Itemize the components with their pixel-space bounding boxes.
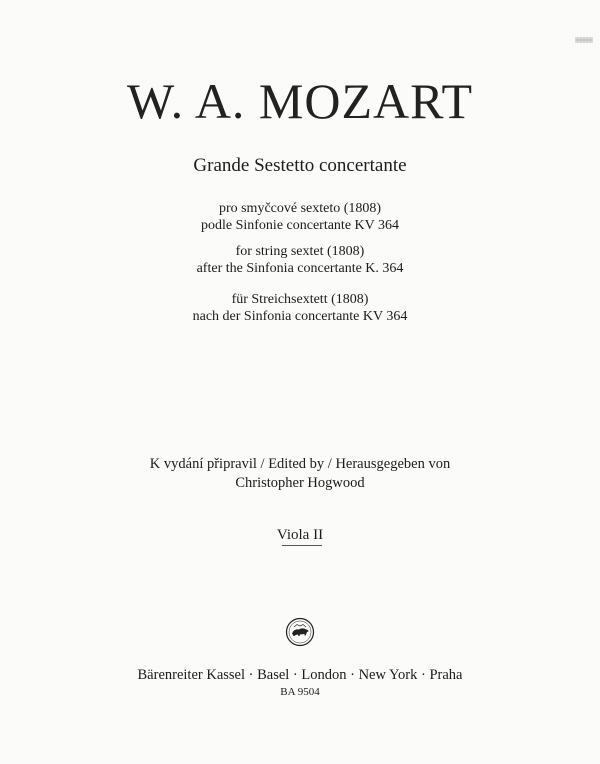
catalog-number: BA 9504	[280, 686, 320, 698]
publisher-line: Bärenreiter Kassel · Basel · London · New York · Praha	[137, 667, 463, 683]
page-corner-mark	[575, 37, 593, 43]
description-cs-line2: podle Sinfonie concertante KV 364	[200, 218, 400, 233]
part-name: Viola II	[276, 527, 324, 543]
description-cs-line1: pro smyčcové sexteto (1808)	[218, 201, 382, 216]
description-en-line1: for string sextet (1808)	[235, 244, 365, 259]
editor-label: K vydání připravil / Edited by / Herausgegeben von	[149, 456, 451, 472]
part-underline	[282, 545, 322, 546]
composer-name: W. A. MOZART	[126, 73, 474, 129]
description-en-line2: after the Sinfonia concertante K. 364	[196, 261, 404, 276]
description-de-line1: für Streichsextett (1808)	[231, 292, 369, 307]
baerenreiter-bear-logo-icon	[285, 617, 315, 647]
description-de-line2: nach der Sinfonia concertante KV 364	[192, 309, 408, 324]
editor-name: Christopher Hogwood	[235, 475, 365, 491]
work-title: Grande Sestetto concertante	[193, 155, 407, 176]
